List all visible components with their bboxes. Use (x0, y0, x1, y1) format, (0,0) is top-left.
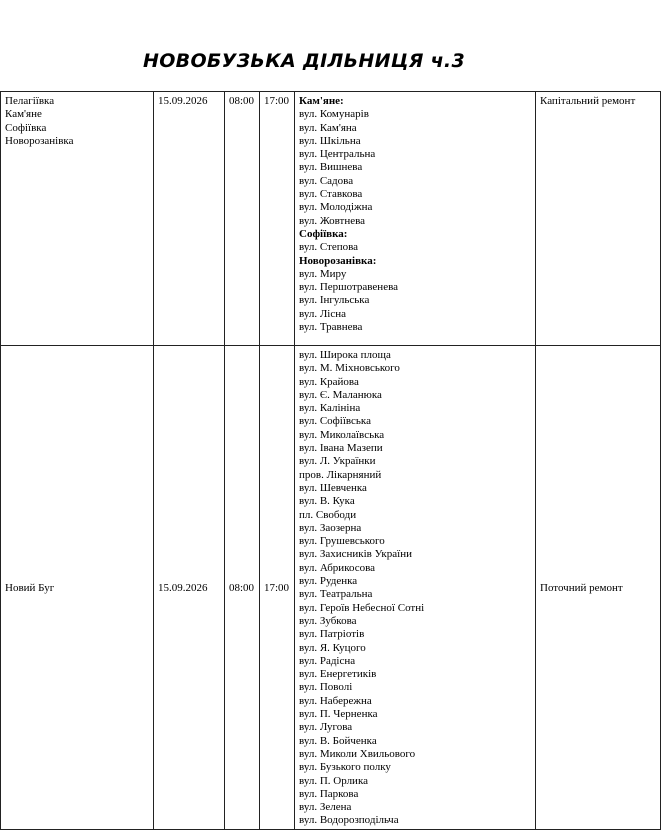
street-item: вул. Заозерна (299, 521, 362, 534)
village-heading: Софіївка: (299, 227, 348, 240)
street-item: вул. Грушевського (299, 535, 385, 548)
street-item: вул. Патріотів (299, 628, 365, 641)
table-row (1, 346, 661, 830)
street-item: вул. П. Орлика (299, 774, 369, 787)
street-item: вул. Миру (299, 267, 347, 280)
village-heading: Кам'яне: (299, 95, 344, 107)
street-item: вул. Шкільна (299, 134, 361, 147)
location-name: Новий Буг (5, 582, 55, 595)
street-item: вул. Жовтнева (299, 214, 366, 227)
time-to-cell: 17:00 (260, 346, 295, 830)
streets-cell (295, 346, 536, 830)
street-item: вул. Лугова (299, 721, 353, 734)
street-item: вул. Поволі (299, 681, 353, 694)
village-heading: Новорозанівка: (299, 254, 377, 267)
street-item: вул. Кам'яна (299, 121, 357, 134)
street-item: вул. Абрикосова (299, 561, 376, 574)
locations-cell (1, 346, 154, 830)
location-name: Новорозанівка (5, 134, 74, 147)
street-item: вул. Бузького полку (299, 761, 391, 774)
street-item: вул. В. Кука (299, 495, 355, 508)
street-item: вул. В. Бойченка (299, 734, 377, 747)
work-type-cell: Поточний ремонт (536, 346, 661, 830)
street-item: вул. Івана Мазепи (299, 442, 383, 455)
street-item: вул. Водорозподільча (299, 814, 399, 827)
street-item: вул. Миколаївська (299, 428, 385, 441)
locations-cell (1, 92, 154, 346)
location-name: Кам'яне (5, 108, 42, 121)
street-item: вул. Першотравенева (299, 281, 399, 294)
street-item: вул. Руденка (299, 575, 358, 588)
street-item: вул. Калініна (299, 402, 361, 415)
street-item: вул. Софіївська (299, 415, 371, 428)
time-from-cell: 08:00 (225, 92, 260, 346)
outage-schedule-table (0, 91, 661, 830)
page-title: НОВОБУЗЬКА ДІЛЬНИЦЯ ч.3 (143, 50, 465, 72)
street-item: вул. Вишнева (299, 161, 363, 174)
street-item: вул. Театральна (299, 588, 373, 601)
location-name: Пелагіївка (5, 95, 55, 107)
street-item: вул. Крайова (299, 375, 359, 388)
street-item: вул. Зелена (299, 801, 352, 814)
street-item: вул. Радісна (299, 654, 356, 667)
time-to-cell: 17:00 (260, 92, 295, 346)
street-item: вул. Л. Українки (299, 455, 376, 468)
street-item: вул. Набережна (299, 694, 372, 707)
location-name: Софіївка (5, 121, 47, 134)
date-cell: 15.09.2026 (154, 346, 225, 830)
street-item: вул. Широка площа (299, 349, 391, 361)
street-item: вул. П. Черненка (299, 708, 378, 721)
time-from-cell: 08:00 (225, 346, 260, 830)
street-item: вул. Є. Маланюка (299, 388, 382, 401)
street-item: вул. М. Міхновського (299, 362, 400, 375)
street-item: вул. Молодіжна (299, 201, 373, 214)
street-item: вул. Комунарів (299, 108, 369, 121)
street-item: вул. Захисників України (299, 548, 412, 561)
street-item: вул. Я. Куцого (299, 641, 366, 654)
street-item: вул. Енергетиків (299, 668, 377, 681)
street-item: вул. Інгульська (299, 294, 370, 307)
work-type-cell: Капітальний ремонт (536, 92, 661, 346)
street-item: вул. Травнева (299, 321, 363, 334)
street-item: вул. Ставкова (299, 188, 363, 201)
streets-cell (295, 92, 536, 346)
street-item: вул. Миколи Хвильового (299, 747, 416, 760)
street-item: вул. Степова (299, 241, 359, 254)
street-item: вул. Садова (299, 174, 354, 187)
date-cell: 15.09.2026 (154, 92, 225, 346)
street-item: вул. Лісна (299, 307, 346, 320)
street-item: вул. Героїв Небесної Сотні (299, 601, 425, 614)
street-item: вул. Центральна (299, 148, 376, 161)
street-item: вул. Зубкова (299, 614, 357, 627)
street-item: пров. Лікарняний (299, 468, 382, 481)
table-row (1, 92, 661, 346)
street-item: вул. Паркова (299, 787, 359, 800)
street-item: вул. Шевченка (299, 481, 367, 494)
street-item: пл. Свободи (299, 508, 357, 521)
